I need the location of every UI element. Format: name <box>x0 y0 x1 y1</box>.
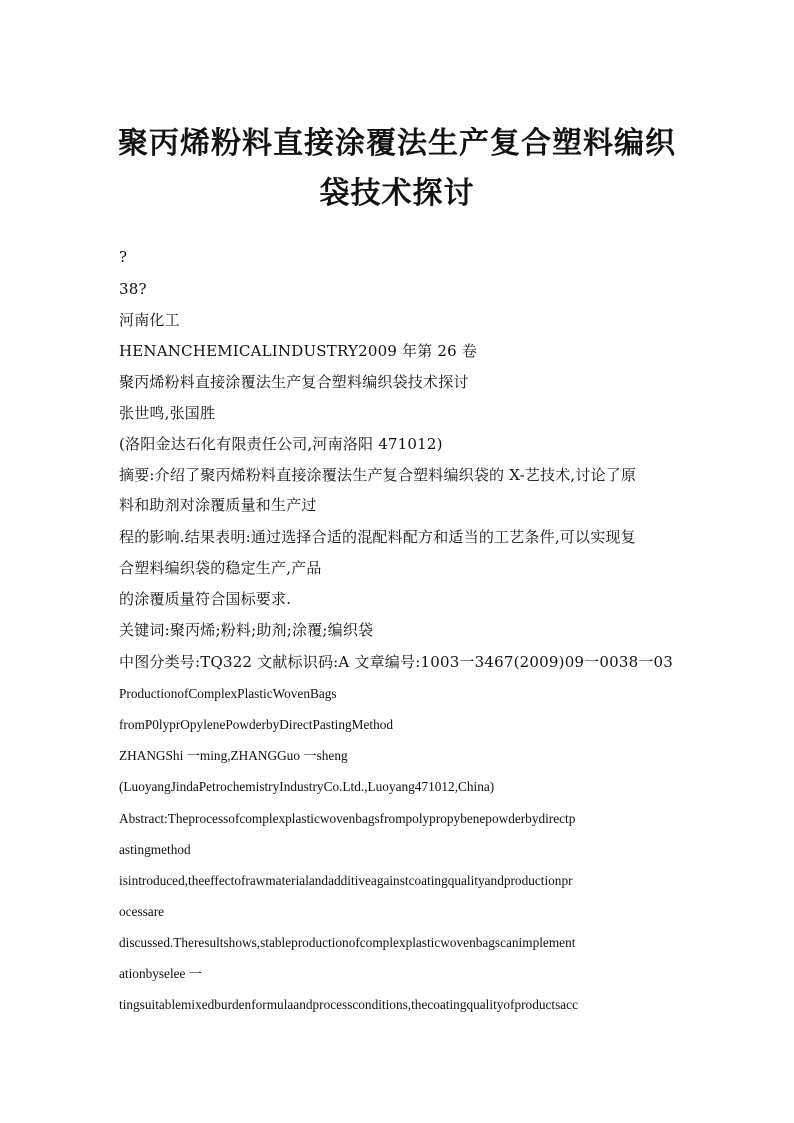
abstract-cn-line: 的涂覆质量符合国标要求. <box>119 590 292 608</box>
document-title-line-2: 袋技术探讨 <box>319 176 475 211</box>
abstract-en-line: tingsuitablemixedburdenformulaandprocessconditions,thecoatingqualityofproductsacc <box>119 997 578 1012</box>
journal-name-cn: 河南化工 <box>119 311 180 329</box>
authors-cn: 张世鸣,张国胜 <box>119 404 216 422</box>
document-title-line-1: 聚丙烯粉料直接涂覆法生产复合塑料编织 <box>118 126 676 161</box>
abstract-en-line: astingmethod <box>119 842 191 857</box>
abstract-cn-line: 合塑料编织袋的稳定生产,产品 <box>119 559 322 577</box>
abstract-en-line: ocessare <box>119 904 165 919</box>
abstract-en-line: discussed.Theresultshows,stableproductionofcomplexplasticwovenbagscanimplement <box>119 935 576 950</box>
keywords-cn: 关键词:聚丙烯;粉料;助剂;涂覆;编织袋 <box>119 621 374 639</box>
english-title-line-1: ProductionofComplexPlasticWovenBags <box>119 686 337 701</box>
journal-name-en: HENANCHEMICALINDUSTRY2009 年第 26 卷 <box>119 342 478 360</box>
page-marker: ? <box>119 248 128 266</box>
abstract-en-line: isintroduced,theeffectofrawmaterialandadditiveagainstcoatingqualityandproductionpr <box>119 873 573 888</box>
abstract-en-line: ationbyselee 一 <box>119 966 203 981</box>
abstract-cn-line: 料和助剂对涂覆质量和生产过 <box>119 496 317 514</box>
abstract-en-line: Abstract:Theprocessofcomplexplasticwovenbagsfrompolypropybenepowderbydirectp <box>119 811 576 826</box>
abstract-cn-line: 程的影响.结果表明:通过选择合适的混配料配方和适当的工艺条件,可以实现复 <box>119 528 636 546</box>
classification-line: 中图分类号:TQ322 文献标识码:A 文章编号:1003一3467(2009)09一0038一03 <box>119 653 674 671</box>
affiliation-en: (LuoyangJindaPetrochemistryIndustryCo.Ltd.,Luoyang471012,China) <box>119 779 495 794</box>
english-title-line-2: fromP0lyprOpylenePowderbyDirectPastingMethod <box>119 717 394 732</box>
authors-en: ZHANGShi 一ming,ZHANGGuo 一sheng <box>119 748 348 763</box>
article-title-cn: 聚丙烯粉料直接涂覆法生产复合塑料编织袋技术探讨 <box>119 373 469 391</box>
abstract-cn-line: 摘要:介绍了聚丙烯粉料直接涂覆法生产复合塑料编织袋的 X-艺技术,讨论了原 <box>119 466 637 484</box>
page-number: 38? <box>119 280 147 298</box>
affiliation-cn: (洛阳金达石化有限责任公司,河南洛阳 471012) <box>119 435 443 453</box>
